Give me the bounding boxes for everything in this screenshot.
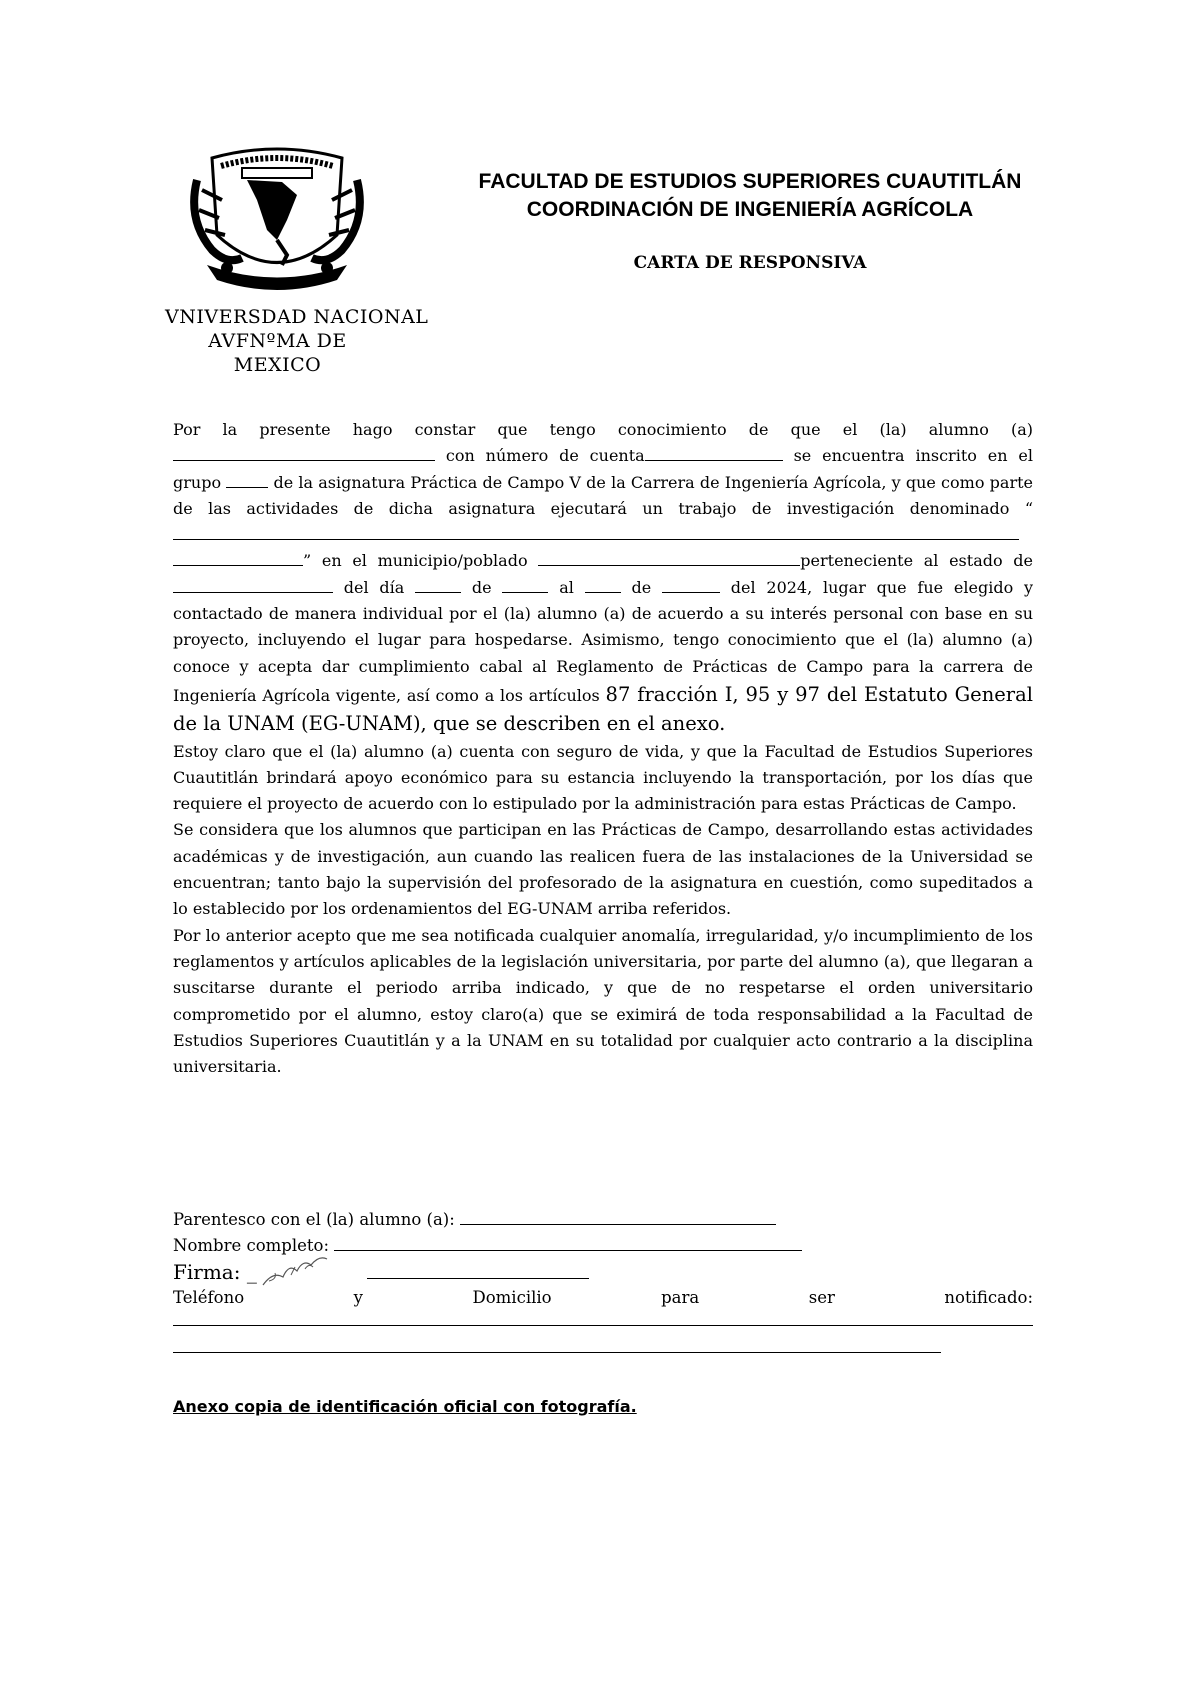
guardian-form	[173, 1207, 1033, 1353]
p1-text-f: perteneciente al estado de	[800, 551, 1033, 571]
p1-text-l: 87 fracción I, 95 y 97 del Estatuto General de la UNAM (EG-UNAM), que se describen en el anexo.	[173, 682, 1033, 736]
paragraph-1	[173, 417, 1033, 739]
pa-word-2: y	[353, 1288, 363, 1307]
account-number-blank[interactable]	[645, 444, 783, 461]
coordination-heading: COORDINACIÓN DE INGENIERÍA AGRÍCOLA	[526, 198, 974, 221]
p1-text-a: Por la presente hago constar que tengo conocimiento de que el (la) alumno (a)	[173, 420, 1033, 439]
paragraph-2: Estoy claro que el (la) alumno (a) cuenta con seguro de vida, y que la Facultad de Estudios Superiores Cuautitlán brindará apoyo económico para su estancia incluyendo la transportación, por los días que requiere el proyecto de acuerdo con lo estipulado por la administración para estas Prácticas de Campo.	[173, 741, 1033, 814]
logo-line-3: MEXICO	[233, 354, 322, 376]
p1-text-d: de la asignatura Práctica de Campo V de la Carrera de Ingeniería Agrícola, y que como parte de las actividades de dicha asignatura ejecutará un trabajo de investigación denominado	[173, 472, 1033, 518]
fullname-field[interactable]	[334, 1234, 802, 1251]
pa-word-5: ser	[808, 1288, 835, 1307]
phone-address-field-2[interactable]	[173, 1330, 941, 1353]
relationship-field[interactable]	[460, 1208, 776, 1225]
p1-text-g: del día	[343, 577, 405, 597]
p1-quote-open: “	[1024, 498, 1033, 518]
letter-body	[173, 417, 1033, 1080]
relationship-row	[173, 1207, 1033, 1233]
project-title-blank-2[interactable]	[173, 549, 303, 566]
state-blank[interactable]	[173, 576, 333, 593]
p1-text-e: ” en el municipio/poblado	[303, 551, 528, 571]
p1-text-i: al	[559, 577, 574, 597]
unam-logo-text	[165, 305, 429, 377]
annex-note: Anexo copia de identificación oficial con fotografía.	[173, 1397, 637, 1416]
end-day-blank[interactable]	[585, 576, 621, 593]
project-title-blank[interactable]	[173, 523, 1019, 540]
unam-crest-icon	[187, 140, 367, 290]
institution-heading: FACULTAD DE ESTUDIOS SUPERIORES CUAUTITLÁN	[478, 170, 1022, 193]
student-name-blank[interactable]	[173, 444, 435, 461]
start-month-blank[interactable]	[502, 576, 548, 593]
signature-field[interactable]	[367, 1262, 589, 1279]
p1-text-h: de	[471, 577, 492, 597]
pa-word-4: para	[661, 1288, 700, 1307]
logo-line-1: VNIVERSDAD NACIONAL	[165, 306, 429, 328]
signature-label: Firma: _	[173, 1260, 257, 1284]
phone-address-row	[173, 1285, 1033, 1311]
paragraph-4: Por lo anterior acepto que me sea notificada cualquier anomalía, irregularidad, y/o incumplimiento de los reglamentos y artículos aplicables de la legislación universitaria, por parte del alumno (a), que llegaran a suscitarse durante el periodo arriba indicado, y que de no respetarse el orden universitario comprometido por el alumno, estoy claro(a) que se eximirá de toda responsabilidad a la Facultad de Estudios Superiores Cuautitlán y a la UNAM en su totalidad por cualquier acto contrario a la disciplina universitaria.	[173, 925, 1033, 1077]
p1-text-k: del 2024, lugar que fue elegido y contactado de manera individual por el (la) alumno (a) de acuerdo a su interés personal con base en su proyecto, incluyendo el lugar para hospedarse. Asimismo, tengo conocimiento que el (la) alumno (a) conoce y acepta dar cumplimiento cabal al Reglamento de Prácticas de Campo para la carrera de Ingeniería Agrícola vigente, así como a los artículos	[173, 577, 1034, 705]
p1-text-j: de	[631, 577, 652, 597]
p1-text-b: con número de cuenta	[445, 446, 645, 466]
pa-word-1: Teléfono	[173, 1288, 245, 1307]
relationship-label: Parentesco con el (la) alumno (a):	[173, 1210, 455, 1229]
paragraph-3: Se considera que los alumnos que participan en las Prácticas de Campo, desarrollando estas actividades académicas y de investigación, aun cuando las realicen fuera de las instalaciones de la Universidad se encuentran; tanto bajo la supervisión del profesorado de la asignatura en cuestión, como supeditados a lo establecido por los ordenamientos del EG-UNAM arriba referidos.	[173, 820, 1033, 919]
group-blank[interactable]	[226, 471, 268, 488]
pa-word-3: Domicilio	[472, 1288, 552, 1307]
logo-line-2: AVFNºMA DE	[208, 330, 347, 352]
fullname-label: Nombre completo:	[173, 1236, 330, 1255]
unam-logo	[165, 140, 429, 390]
end-month-blank[interactable]	[662, 576, 720, 593]
document-title: CARTA DE RESPONSIVA	[633, 253, 867, 273]
municipality-blank[interactable]	[538, 549, 800, 566]
pa-word-6: notificado:	[944, 1288, 1033, 1307]
signature-row	[173, 1259, 1033, 1285]
start-day-blank[interactable]	[415, 576, 461, 593]
p1-text-c: se encuentra inscrito en el grupo	[173, 446, 1033, 492]
